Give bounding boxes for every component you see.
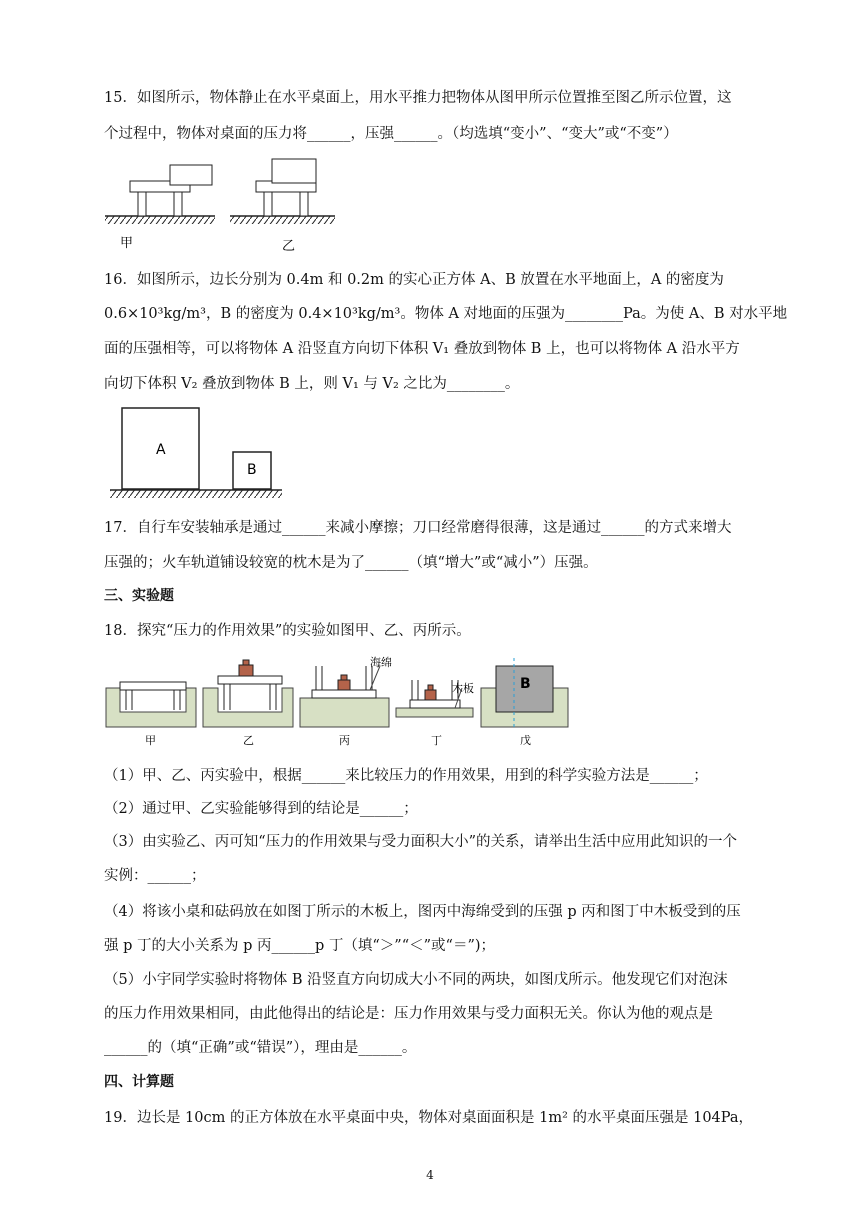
fig-label-yi: 乙 — [282, 239, 296, 254]
q18-part2: （2）通过甲、乙实验能够得到的结论是______； — [104, 801, 418, 817]
cube-a-label: A — [156, 442, 166, 458]
q18-part3a: （3）由实验乙、丙可知“压力的作用效果与受力面积大小”的关系，请举出生活中应用此知识的一个 — [104, 834, 738, 850]
section-4-heading: 四、计算题 — [104, 1074, 174, 1090]
q18-intro: 18．探究“压力的作用效果”的实验如图甲、乙、丙所示。 — [104, 623, 471, 639]
figure-yi — [203, 660, 293, 727]
figure-jia — [105, 165, 215, 224]
q16-line2: 0.6×10³kg/m³，B 的密度为 0.4×10³kg/m³。物体 A 对地面的压强为________Pa。为使 A、B 对水平地 — [104, 306, 788, 322]
figure-wu — [481, 658, 568, 730]
figure-jia — [106, 682, 196, 727]
callout-board: 木板 — [452, 682, 474, 695]
fig-label-yi: 乙 — [243, 734, 254, 747]
q16-line3: 面的压强相等，可以将物体 A 沿竖直方向切下体积 V₁ 叠放到物体 B 上，也可以将物体 A 沿水平方 — [104, 341, 740, 357]
q15-line1: 15．如图所示，物体静止在水平桌面上，用水平推力把物体从图甲所示位置推至图乙所示位置，这 — [104, 90, 732, 106]
q18-part1: （1）甲、乙、丙实验中，根据______来比较压力的作用效果，用到的科学实验方法是______； — [104, 768, 708, 784]
fig-label-jia: 甲 — [120, 236, 134, 251]
q18-part3b: 实例：______； — [104, 868, 206, 884]
block-b-label: B — [520, 676, 531, 692]
q15-figure — [100, 155, 340, 255]
figure-bing — [300, 655, 392, 727]
cube-b-label: B — [247, 462, 257, 478]
q16-line4: 向切下体积 V₂ 叠放到物体 B 上，则 V₁ 与 V₂ 之比为________。 — [104, 376, 520, 392]
fig-label-wu: 戊 — [520, 734, 531, 747]
q15-line2: 个过程中，物体对桌面的压力将______，压强______。（均选填“变小”、“变大”或“不变”） — [104, 126, 678, 142]
fig-label-ding: 丁 — [431, 734, 442, 747]
q18-figure — [100, 652, 580, 752]
figure-ding — [396, 680, 474, 717]
q16-line1: 16．如图所示，边长分别为 0.4m 和 0.2m 的实心正方体 A、B 放置在水平地面上，A 的密度为 — [104, 272, 724, 288]
figure-yi — [230, 159, 335, 224]
fig-label-jia: 甲 — [145, 734, 156, 747]
section-3-heading: 三、实验题 — [104, 588, 174, 604]
fig-label-bing: 丙 — [339, 734, 350, 747]
q18-part5c: ______的（填“正确”或“错误”），理由是______。 — [104, 1040, 417, 1056]
q19-line1: 19．边长是 10cm 的正方体放在水平桌面中央，物体对桌面面积是 1m² 的水平桌面压强是 104Pa， — [104, 1110, 754, 1126]
callout-sponge: 海绵 — [370, 656, 392, 669]
q17-line2: 压强的；火车轨道铺设较宽的枕木是为了______（填“增大”或“减小”）压强。 — [104, 555, 598, 571]
q18-part5a: （5）小宇同学实验时将物体 B 沿竖直方向切成大小不同的两块，如图戊所示。他发现它们对泡沫 — [104, 972, 728, 988]
q18-part4b: 强 p 丁的大小关系为 p 丙______p 丁（填“＞”“＜”或“＝”)； — [104, 938, 496, 954]
page-number: 4 — [426, 1168, 434, 1182]
q18-part4a: （4）将该小桌和砝码放在如图丁所示的木板上，图丙中海绵受到的压强 p 丙和图丁中木板受到的压 — [104, 904, 741, 920]
q18-part5b: 的压力作用效果相同，由此他得出的结论是：压力作用效果与受力面积无关。你认为他的观点是 — [104, 1006, 713, 1022]
q17-line1: 17．自行车安装轴承是通过______来减小摩擦；刀口经常磨得很薄，这是通过______的方式来增大 — [104, 520, 732, 536]
q16-figure — [100, 400, 290, 505]
